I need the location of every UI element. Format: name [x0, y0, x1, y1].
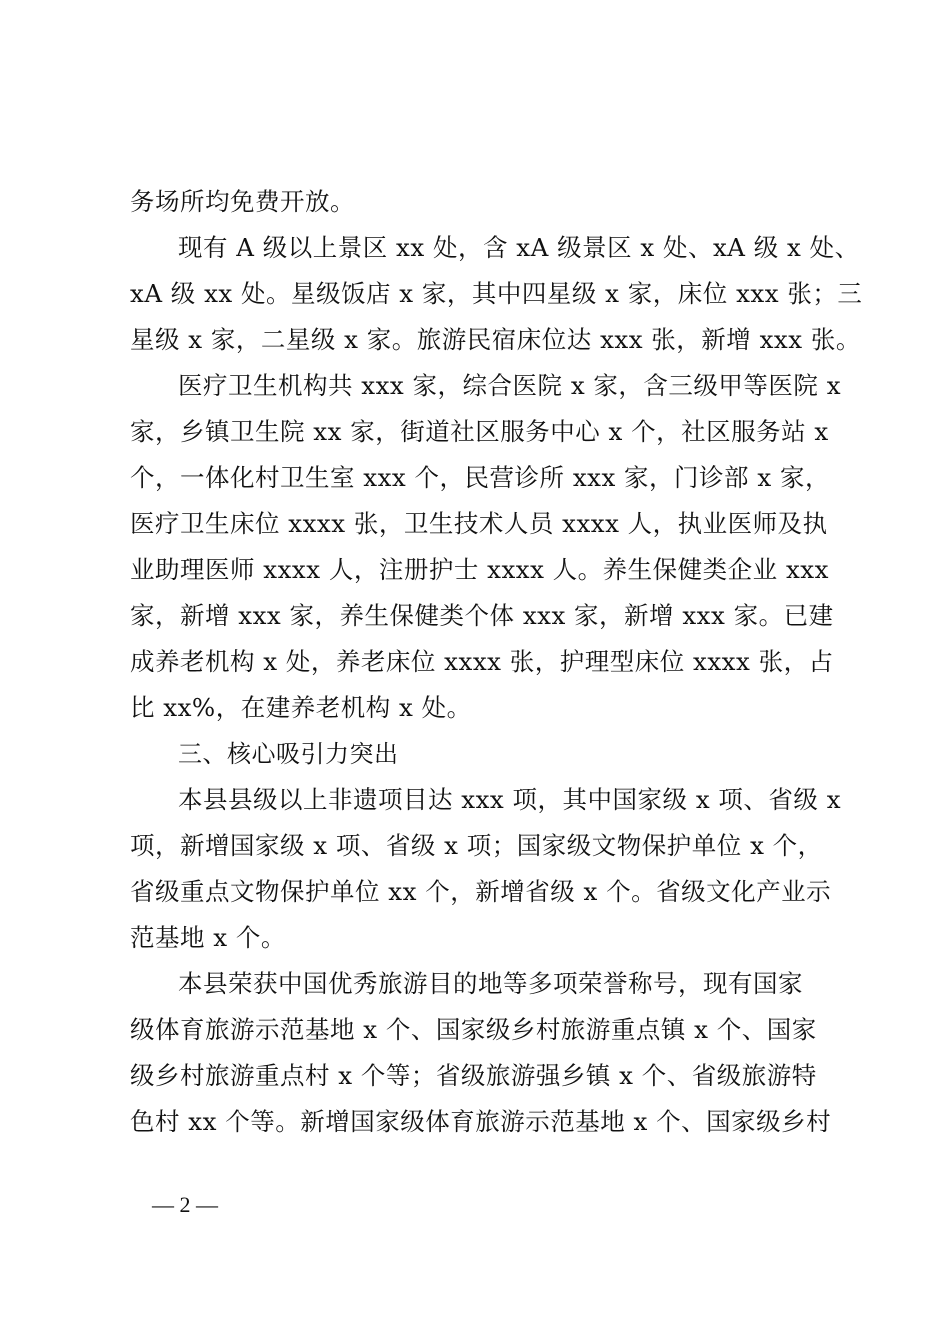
text-line: 级体育旅游示范基地 x 个、国家级乡村旅游重点镇 x 个、国家 [130, 1015, 817, 1044]
text-line: 色村 xx 个等。新增国家级体育旅游示范基地 x 个、国家级乡村 [130, 1107, 832, 1136]
text-line: 本县荣获中国优秀旅游目的地等多项荣誉称号，现有国家 [178, 969, 803, 998]
text-line: 范基地 x 个。 [130, 923, 286, 952]
text-line: 星级 x 家，二星级 x 家。旅游民宿床位达 xxx 张，新增 xxx 张。 [130, 325, 861, 354]
text-line: 个，一体化村卫生室 xxx 个，民营诊所 xxx 家，门诊部 x 家， [130, 463, 830, 492]
text-line: 省级重点文物保护单位 xx 个，新增省级 x 个。省级文化产业示 [130, 877, 832, 906]
text-line: 医疗卫生机构共 xxx 家，综合医院 x 家，含三级甲等医院 x [178, 371, 842, 400]
text-line: 现有 A 级以上景区 xx 处，含 xA 级景区 x 处、xA 级 x 处、 [178, 233, 860, 262]
page-number: — 2 — [152, 1192, 218, 1217]
text-line: 医疗卫生床位 xxxx 张，卫生技术人员 xxxx 人，执业医师及执 [130, 509, 828, 538]
text-line: 业助理医师 xxxx 人，注册护士 xxxx 人。养生保健类企业 xxx [130, 555, 829, 584]
section-heading: 三、核心吸引力突出 [178, 740, 399, 768]
text-line: 务场所均免费开放。 [130, 187, 355, 216]
text-line: 级乡村旅游重点村 x 个等；省级旅游强乡镇 x 个、省级旅游特 [130, 1061, 817, 1090]
text-line: 家，乡镇卫生院 xx 家，街道社区服务中心 x 个，社区服务站 x [130, 417, 829, 446]
text-line: 本县县级以上非遗项目达 xxx 项，其中国家级 x 项、省级 x [178, 785, 842, 814]
text-line: 家，新增 xxx 家，养生保健类个体 xxx 家，新增 xxx 家。已建 [130, 601, 834, 630]
text-line: xA 级 xx 处。星级饭店 x 家，其中四星级 x 家，床位 xxx 张；三 [130, 279, 863, 308]
text-line: 项，新增国家级 x 项、省级 x 项；国家级文物保护单位 x 个， [130, 831, 823, 860]
text-line: 成养老机构 x 处，养老床位 xxxx 张，护理型床位 xxxx 张，占 [130, 647, 834, 676]
text-line: 比 xx%，在建养老机构 x 处。 [130, 693, 472, 722]
